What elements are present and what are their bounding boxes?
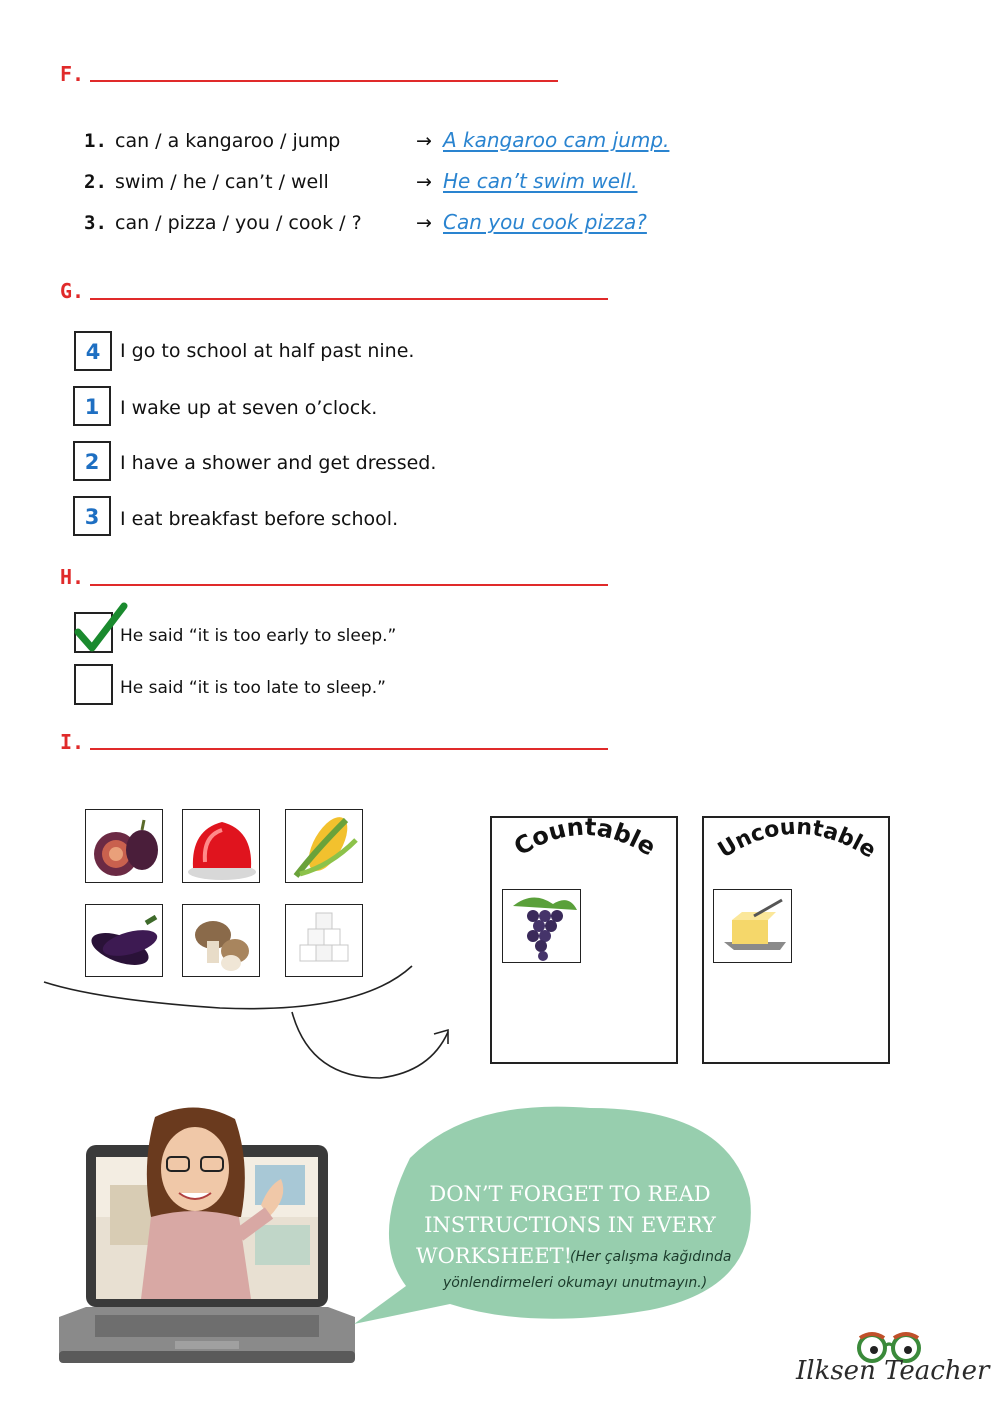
section-f-letter: F.	[60, 62, 85, 86]
g-order-box-4[interactable]: 3	[73, 496, 111, 536]
f-item-2-number: 2.	[84, 171, 107, 193]
g-item-3-text: I have a shower and get dressed.	[120, 452, 437, 474]
corn-icon[interactable]	[285, 809, 363, 883]
f-item-2-arrow: →	[416, 171, 432, 193]
section-i-line	[90, 748, 608, 750]
jelly-icon[interactable]	[182, 809, 260, 883]
logo-text: Ilksen Teacher	[796, 1356, 990, 1386]
f-item-1-prompt: can / a kangaroo / jump	[115, 130, 341, 152]
f-item-1-answer[interactable]: A kangaroo cam jump.	[443, 128, 670, 152]
countable-title	[496, 806, 672, 872]
bubble-line-2: INSTRUCTIONS IN EVERY	[424, 1213, 716, 1237]
f-item-1-arrow: →	[416, 130, 432, 152]
f-item-2-answer[interactable]: He can’t swim well.	[443, 169, 638, 193]
grapes-icon[interactable]	[502, 889, 581, 963]
section-g-line	[90, 298, 608, 300]
section-h-line	[90, 584, 608, 586]
f-item-3-number: 3.	[84, 212, 107, 234]
section-f-line	[90, 80, 558, 82]
butter-icon[interactable]	[713, 889, 792, 963]
h-option-2-text: He said “it is too late to sleep.”	[120, 678, 386, 698]
section-g-letter: G.	[60, 279, 85, 303]
g-item-1-text: I go to school at half past nine.	[120, 340, 415, 362]
g-item-2-text: I wake up at seven o’clock.	[120, 397, 378, 419]
h-option-1-text: He said “it is too early to sleep.”	[120, 626, 397, 646]
bubble-note-1: (Her çalışma kağıdında	[570, 1249, 732, 1265]
bubble-note-2: yönlendirmeleri okumayı unutmayın.)	[443, 1275, 708, 1291]
f-item-3-answer[interactable]: Can you cook pizza?	[443, 210, 647, 234]
section-h-letter: H.	[60, 565, 85, 589]
svg-text:Uncountable: Uncountable	[713, 814, 880, 864]
svg-text:Countable: Countable	[509, 812, 661, 862]
drawn-arrow-icon	[40, 960, 460, 1090]
laptop-teacher-icon	[55, 1105, 360, 1367]
g-order-box-1[interactable]: 4	[74, 331, 112, 371]
f-item-1-number: 1.	[84, 130, 107, 152]
h-checkbox-2[interactable]	[74, 664, 113, 705]
g-item-4-text: I eat breakfast before school.	[120, 508, 399, 530]
fig-icon[interactable]	[85, 809, 163, 883]
f-item-3-arrow: →	[416, 212, 432, 234]
g-order-box-3[interactable]: 2	[73, 441, 111, 481]
bubble-line-3: WORKSHEET!	[416, 1244, 573, 1268]
f-item-2-prompt: swim / he / can’t / well	[115, 171, 329, 193]
g-order-box-2[interactable]: 1	[73, 386, 111, 426]
section-i-letter: I.	[60, 730, 85, 754]
f-item-3-prompt: can / pizza / you / cook / ?	[115, 212, 362, 234]
uncountable-title	[706, 806, 886, 872]
bubble-line-1: DON’T FORGET TO READ	[429, 1182, 711, 1206]
